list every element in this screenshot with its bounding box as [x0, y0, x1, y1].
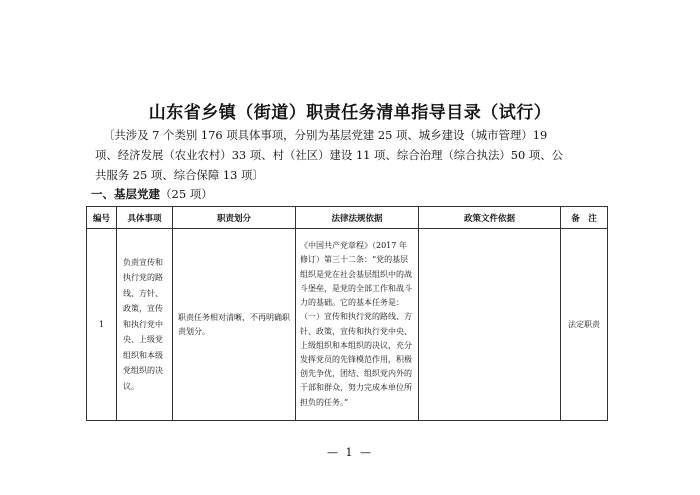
cell-policy [419, 229, 561, 421]
duty-table [86, 206, 608, 421]
header-law: 法律法规依据 [296, 207, 419, 229]
intro-line-1: 〔共涉及 7 个类别 176 项具体事项，分别为基层党建 25 项、城乡建设（城市管理）19 [103, 128, 548, 142]
header-number: 编号 [87, 207, 117, 229]
header-policy: 政策文件依据 [419, 207, 561, 229]
intro-line-3: 共服务 25 项、综合保障 13 项〕 [95, 168, 264, 182]
document-title: 山东省乡镇（街道）职责任务清单指导目录（试行） [148, 103, 552, 123]
table-header-row [87, 207, 608, 229]
page-number: — 1 — [327, 446, 373, 459]
section-name: 一、基层党建 [91, 187, 160, 201]
intro-paragraph [95, 125, 615, 185]
cell-law: 《中国共产党章程》（2017 年修订）第三十二条：“党的基层组织是党在社会基层组织中的战斗堡垒，是党的全部工作和战斗力的基础。它的基本任务是：（一）宣传和执行党的路线、方针、政策，宣传和执行党中央、上级组织和本组织的决议，充分发挥党员的先锋模范作用，积极创先争优，团结、组织党内外的干部和群众，努力完成本单位所担负的任务。” [296, 229, 419, 421]
header-item: 具体事项 [117, 207, 173, 229]
header-division: 职责划分 [173, 207, 296, 229]
section-count: （25 项） [160, 187, 213, 201]
cell-division: 职责任务相对清晰，不再明确职责划分。 [173, 229, 296, 421]
cell-note: 法定职责 [561, 229, 608, 421]
section-heading [91, 186, 213, 202]
table-row [87, 229, 608, 421]
cell-number: 1 [87, 229, 117, 421]
intro-line-2: 项、经济发展（农业农村）33 项、村（社区）建设 11 项、综合治理（综合执法）50 项、公 [95, 148, 564, 162]
cell-item: 负责宣传和执行党的路线、方针、政策，宣传和执行党中央、上级党组织和本级党组织的决议。 [117, 229, 173, 421]
header-note: 备 注 [561, 207, 608, 229]
